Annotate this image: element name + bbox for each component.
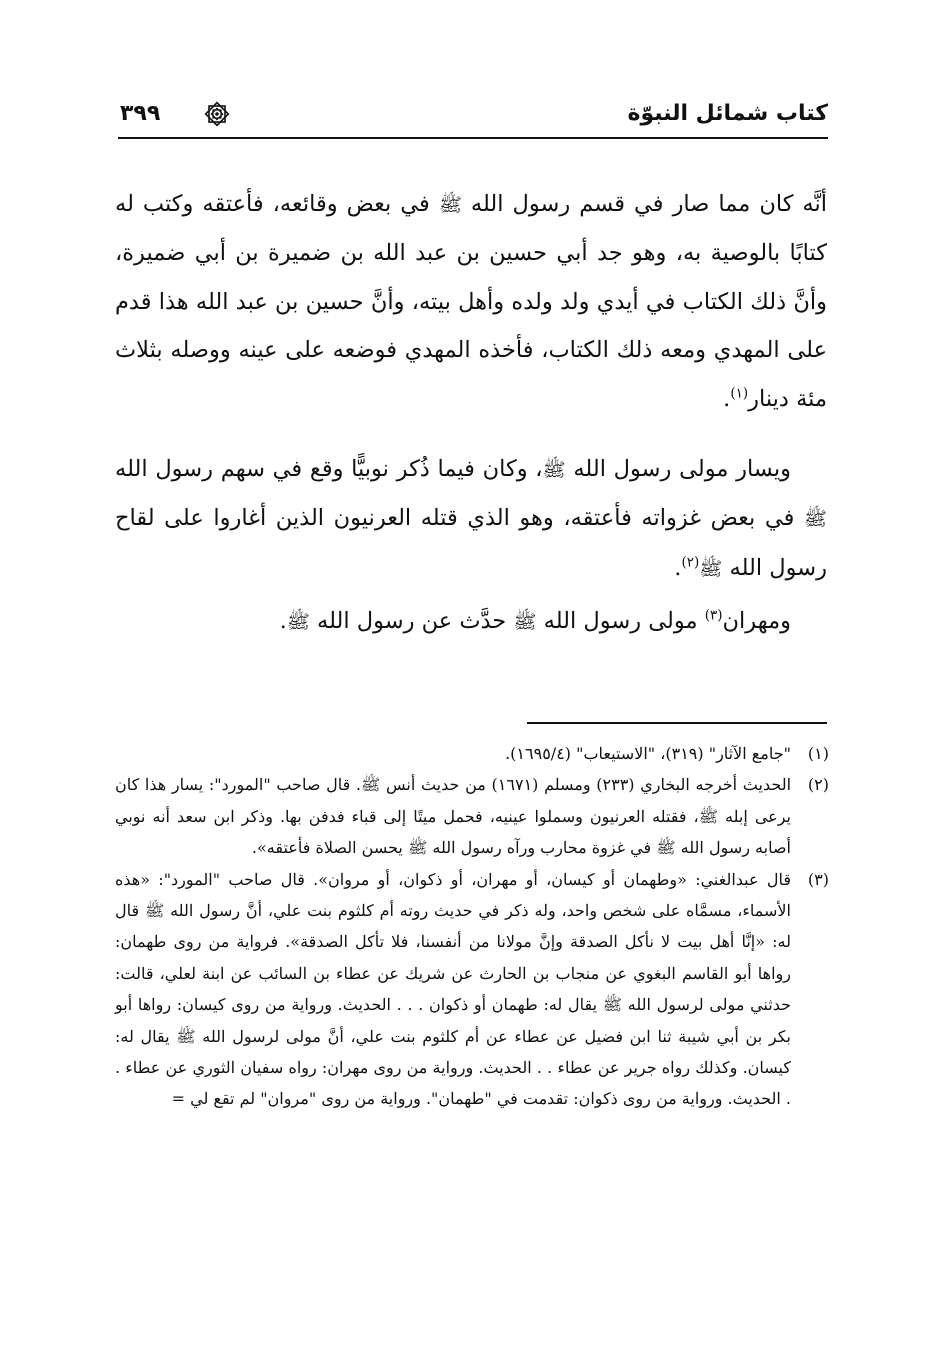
footnote-text: "جامع الآثار" (٣١٩)، "الاستيعاب" (١٦٩٥/٤).	[505, 744, 791, 763]
footnote-ref-1[interactable]: (١)	[730, 385, 749, 402]
footnote-text: الحديث أخرجه البخاري (٢٣٣) ومسلم (١٦٧١) من حديث أنس ﷺ. قال صاحب "المورد": يسار هذا كان يرعى إبله ﷺ، فقتله العرنيون وسملوا عينيه، فحمل ميتًا إلى قباء فدفن بها. وذكر ابن سعد أنه نوبي أصابه رسول الله ﷺ في غزوة محارب ورآه رسول الله ﷺ يحسن الصلاة فأعتقه».	[115, 775, 792, 858]
footnote-divider	[527, 722, 827, 724]
salla-symbol: ﷺ	[803, 507, 827, 531]
salla-symbol: ﷺ	[438, 193, 462, 216]
footnote-3	[115, 864, 829, 1115]
paragraph-1: أنَّه كان مما صار في قسم رسول الله ﷺ في بعض وقائعه، فأعتقه وكتب له كتابًا بالوصية به، وهو جد أبي حسين بن عبد الله بن ضميرة بن أبي ضميرة، وأنَّ ذلك الكتاب في أيدي ولد ولده وأهل بيته، وأنَّ حسين بن عبد الله هذا قدم على المهدي ومعه ذلك الكتاب، فأخذه المهدي فوضعه على عينه ووصله بثلاث مئة دينار$^{(١)}$.	[115, 191, 827, 412]
footnote-number: (١)	[807, 744, 829, 763]
salla-symbol: ﷺ	[699, 556, 723, 580]
footnotes	[115, 738, 829, 1115]
footnote-number: (٣)	[807, 869, 829, 889]
footnote-2	[115, 769, 829, 863]
main-text	[115, 180, 827, 647]
salla-symbol: ﷺ	[286, 610, 310, 634]
footnote-ref-3[interactable]: (٣)	[704, 607, 723, 624]
paragraph-2: ويسار مولى رسول الله ﷺ، وكان فيما ذُكر نوبيًّا وقع في سهم رسول الله ﷺ في بعض غزواته فأعتقه، وهو الذي قتله العرنيون الذين أغاروا على لقاح رسول الله ﷺ$^{(٢)}$.	[115, 456, 827, 581]
header-divider	[118, 137, 828, 139]
footnote-1	[115, 738, 829, 769]
paragraph-3: ومهران$^{(٣)}$ مولى رسول الله ﷺ حدَّث عن رسول الله ﷺ.	[279, 607, 791, 635]
page-header	[118, 95, 828, 145]
salla-symbol: ﷺ	[542, 458, 566, 482]
page-number: ٣٩٩	[120, 101, 161, 126]
star-ornament-icon	[202, 99, 232, 129]
footnote-number: (٢)	[807, 775, 829, 795]
book-title: كتاب شمائل النبوّة	[627, 101, 828, 126]
footnote-text: قال عبدالغني: «وطهمان أو كيسان، أو مهران، أو ذكوان، أو مروان». قال صاحب "المورد": «هذه الأسماء، مسمَّاه على شخص واحد، وله ذكر في حديث روته أم كلثوم بنت علي، أنَّ رسول الله ﷺ قال له: «إنَّا أهل بيت لا نأكل الصدقة وإنَّ مولانا من أنفسنا، فلا تأكل الصدقة». فرواية من روى طهمان: رواها أبو القاسم البغوي عن منجاب بن الحارث عن شريك عن عطاء بن السائب عن ابنة لعلي، قالت: حدثني مولى لرسول الله ﷺ يقال له: طهمان أو ذكوان . . . الحديث. ورواية من روى كيسان: رواها أبو بكر بن أبي شيبة ثنا ابن فضيل عن عطاء عن أم كلثوم بنت علي، أنَّ مولى لرسول الله ﷺ يقال له: كيسان. وكذلك رواه جرير عن عطاء . . الحديث. ورواية من روى مهران: رواه سفيان الثوري عن عطاء . . الحديث. ورواية من روى ذكوان: تقدمت في "طهمان". ورواية من روى "مروان" لم تقع لي =	[115, 869, 791, 1109]
footnote-ref-2[interactable]: (٢)	[681, 554, 700, 571]
salla-symbol: ﷺ	[513, 610, 537, 634]
